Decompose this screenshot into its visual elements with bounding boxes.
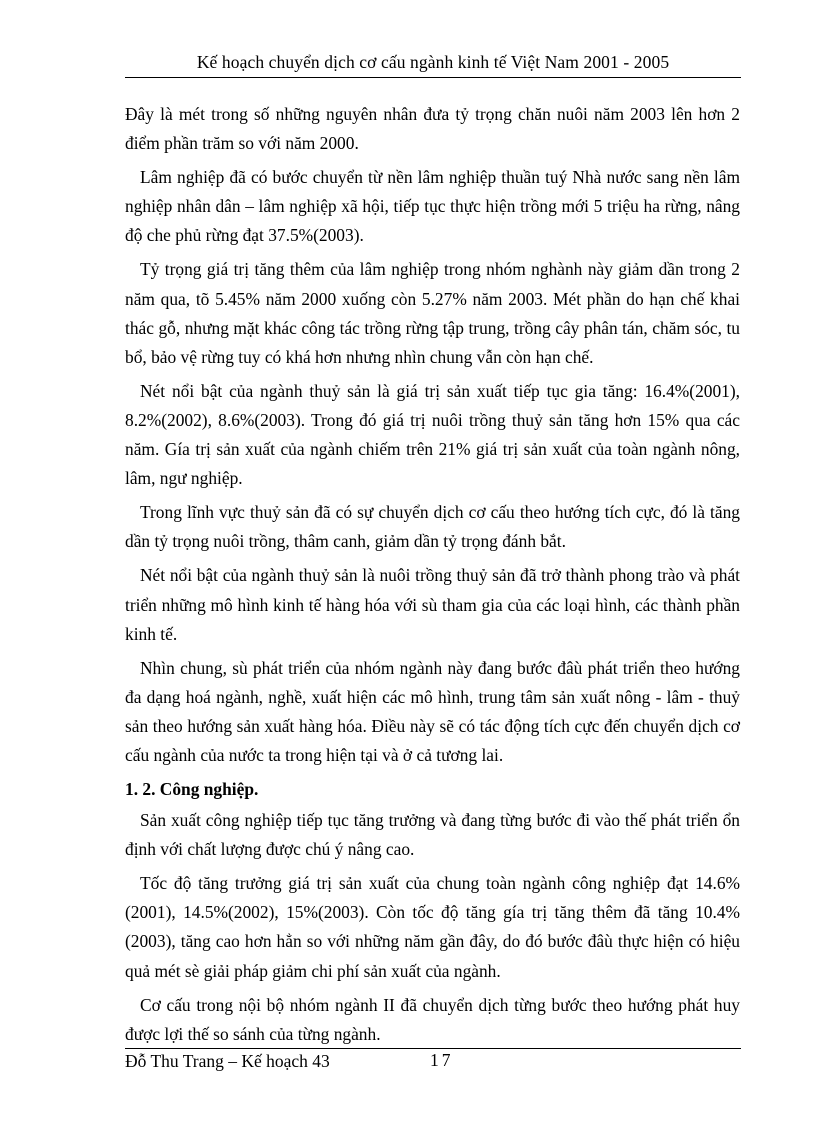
paragraph: Đây là mét trong số những nguyên nhân đưa tỷ trọng chăn nuôi năm 2003 lên hơn 2 điểm phần trăm so với năm 2000. [125, 104, 740, 154]
document-body [125, 100, 740, 1054]
paragraph: Trong lĩnh vực thuỷ sản đã có sự chuyển dịch cơ cấu theo hướng tích cực, đó là tăng dần tỷ trọng nuôi trồng, thâm canh, giảm dần tỷ trọng đánh bắt. [125, 502, 740, 552]
page-number: 17 [430, 1050, 454, 1070]
footer-author: Đỗ Thu Trang – Kế hoạch 43 [125, 1051, 330, 1071]
paragraph: Sản xuất công nghiệp tiếp tục tăng trưởng và đang từng bước đi vào thế phát triển ổn định với chất lượng được chú ý nâng cao. [125, 810, 740, 860]
page-footer [125, 1048, 741, 1079]
paragraph: Nét nổi bật của ngành thuỷ sản là giá trị sản xuất tiếp tục gia tăng: 16.4%(2001), 8.2%(2002), 8.6%(2003). Trong đó giá trị nuôi trồng thuỷ sản tăng hơn 15% qua các năm. Gía trị sản xuất của ngành chiếm trên 21% giá trị sản xuất của toàn ngành nông, lâm, ngư nghiệp. [125, 380, 740, 489]
header-title: Kế hoạch chuyển dịch cơ cấu ngành kinh tế Việt Nam 2001 - 2005 [196, 52, 670, 72]
paragraph: Cơ cấu trong nội bộ nhóm ngành II đã chuyển dịch từng bước theo hướng phát huy được lợi thế so sánh của từng ngành. [125, 994, 740, 1044]
paragraph: Nhìn chung, sù phát triển của nhóm ngành này đang bước đâù phát triển theo hướng đa dạng hoá ngành, nghề, xuất hiện các mô hình, trung tâm sản xuất nông - lâm - thuỷ sản theo hướng sản xuất hàng hóa. Điều này sẽ có tác động tích cực đến chuyển dịch cơ cấu ngành của nước ta trong hiện tại và ở cả tương lai. [125, 657, 740, 765]
paragraph: Tốc độ tăng trưởng giá trị sản xuất của chung toàn ngành công nghiệp đạt 14.6%(2001), 14.5%(2002), 15%(2003). Còn tốc độ tăng gía trị tăng thêm đã tăng 10.4%(2003), tăng cao hơn hẳn so với những năm gần đây, do đó bước đâù thực hiện có hiệu quả mét sè giải pháp giảm chi phí sản xuất của ngành. [125, 873, 740, 981]
page-header [125, 51, 741, 78]
section-heading: 1. 2. Công nghiệp. [125, 779, 259, 800]
paragraph: Lâm nghiệp đã có bước chuyển từ nền lâm nghiệp thuần tuý Nhà nước sang nền lâm nghiệp nhân dân – lâm nghiệp xã hội, tiếp tục thực hiện trồng mới 5 triệu ha rừng, nâng độ che phủ rừng đạt 37.5%(2003). [125, 167, 740, 246]
paragraph: Tỷ trọng giá trị tăng thêm của lâm nghiệp trong nhóm nghành này giảm dần trong 2 năm qua, tõ 5.45% năm 2000 xuống còn 5.27% năm 2003. Mét phần do hạn chế khai thác gỗ, nhưng mặt khác công tác trồng rừng tập trung, trồng cây phân tán, chăm sóc, tu bổ, bảo vệ rừng tuy có khá hơn nhưng nhìn chung vẫn còn hạn chế. [125, 259, 740, 367]
paragraph: Nét nổi bật của ngành thuỷ sản là nuôi trồng thuỷ sản đã trở thành phong trào và phát triển những mô hình kinh tế hàng hóa với sù tham gia của các loại hình, các thành phần kinh tế. [125, 565, 740, 644]
